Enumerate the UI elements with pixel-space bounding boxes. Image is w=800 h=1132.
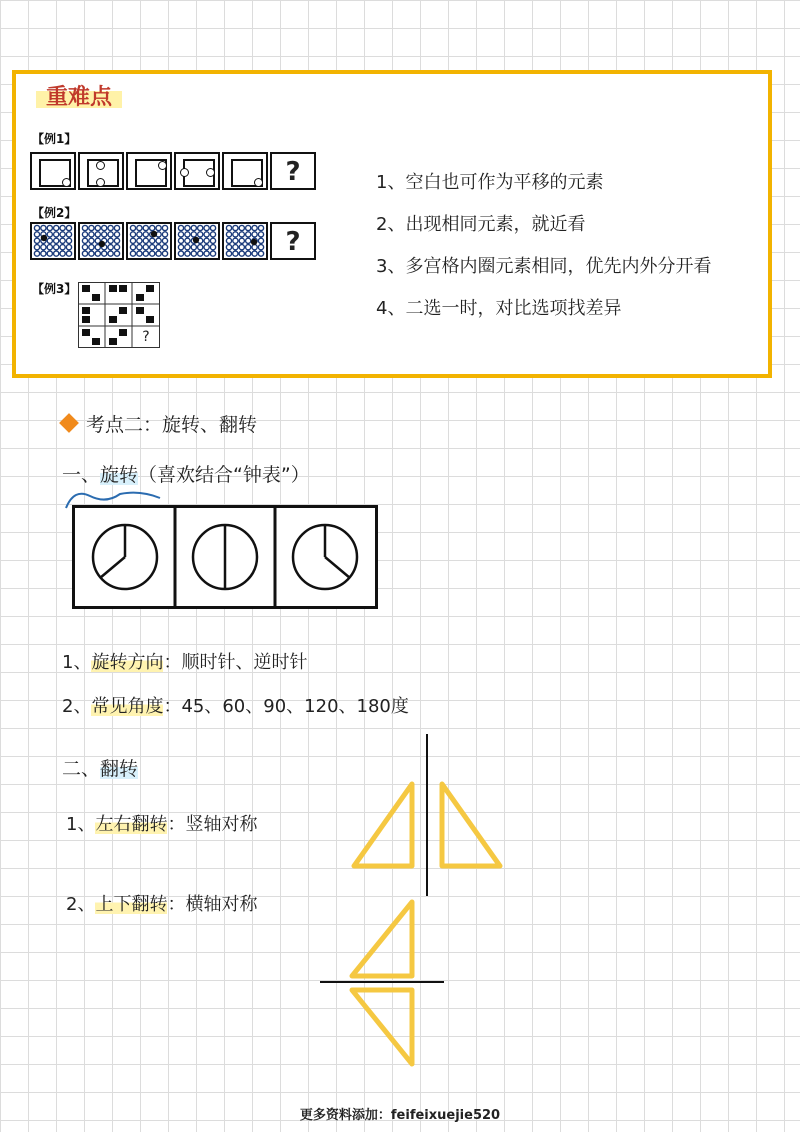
- example2-label: 【例2】: [32, 206, 77, 220]
- example1-question-cell: ?: [270, 152, 316, 190]
- footer-note: 更多资料添加：feifeixuejie520: [299, 1108, 501, 1123]
- example3-question: ?: [142, 329, 150, 345]
- example2-sequence: [30, 222, 330, 262]
- rotation-point-1: 1、旋转方向：顺时针、逆时针: [62, 652, 308, 673]
- example1-cell: [222, 152, 268, 190]
- diamond-bullet-icon: [59, 413, 79, 433]
- example3-grid: [78, 282, 160, 348]
- example2-question-cell: ?: [270, 222, 316, 260]
- example2-cell: [126, 222, 172, 260]
- example2-cell: [174, 222, 220, 260]
- example2-cell: [222, 222, 268, 260]
- section2-title: 考点二：旋转、翻转: [86, 414, 258, 436]
- tip-1: 1、空白也可作为平移的元素: [376, 172, 604, 193]
- tip-4: 4、二选一时，对比选项找差异: [376, 298, 622, 319]
- clock-sequence: [72, 505, 380, 611]
- key-points-title: 重难点: [36, 80, 122, 111]
- flip-heading: 二、翻转: [62, 758, 139, 780]
- triangle-bottom: [352, 990, 412, 1064]
- triangle-right: [442, 784, 500, 866]
- example3-label: 【例3】: [32, 282, 77, 296]
- example1-cell: [30, 152, 76, 190]
- example2-cell: [30, 222, 76, 260]
- example1-cell: [78, 152, 124, 190]
- example2-cell: [78, 222, 124, 260]
- triangle-top: [352, 902, 412, 976]
- tip-3: 3、多宫格内圈元素相同，优先内外分开看: [376, 256, 712, 277]
- triangle-left: [354, 784, 412, 866]
- flip-diagram: [320, 730, 520, 1075]
- example1-label: 【例1】: [32, 132, 77, 146]
- flip-point-2: 2、上下翻转：横轴对称: [66, 894, 258, 915]
- rotation-point-2: 2、常见角度：45、60、90、120、180度: [62, 696, 409, 717]
- example1-sequence: [30, 152, 330, 192]
- tip-2: 2、出现相同元素，就近看: [376, 214, 586, 235]
- example1-cell: [174, 152, 220, 190]
- example1-cell: [126, 152, 172, 190]
- rotation-heading: 一、旋转（喜欢结合“钟表”）: [62, 464, 310, 486]
- flip-point-1: 1、左右翻转：竖轴对称: [66, 814, 258, 835]
